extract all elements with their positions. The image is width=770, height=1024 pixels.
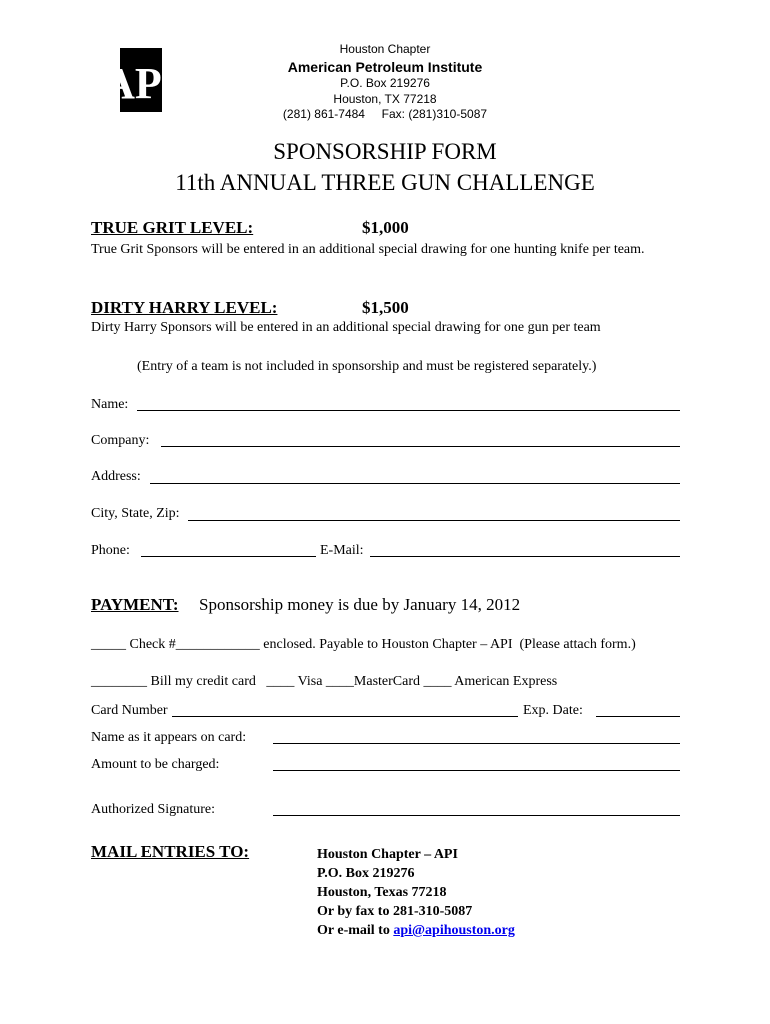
exp-date-field[interactable] bbox=[596, 716, 680, 717]
name-on-card-field[interactable] bbox=[273, 743, 680, 744]
form-title: SPONSORSHIP FORM bbox=[273, 139, 497, 164]
mail-line-1: Houston Chapter – API bbox=[317, 847, 458, 862]
company-field[interactable] bbox=[161, 446, 680, 447]
payment-due: Sponsorship money is due by January 14, 2012 bbox=[199, 595, 521, 614]
name-field[interactable] bbox=[137, 410, 680, 411]
card-number-field[interactable] bbox=[172, 716, 518, 717]
mail-email-link[interactable]: api@apihouston.org bbox=[393, 923, 515, 938]
mail-address bbox=[317, 845, 515, 940]
api-logo-letters: API bbox=[103, 59, 179, 108]
card-number-label: Card Number bbox=[91, 703, 168, 718]
exp-date-label: Exp. Date: bbox=[523, 703, 583, 718]
level-dirty-harry-price: $1,500 bbox=[362, 298, 409, 317]
mail-line-4: Or by fax to 281-310-5087 bbox=[317, 904, 473, 919]
credit-card-line[interactable]: ________ Bill my credit card ____ Visa ____MasterCard ____ American Express bbox=[91, 674, 558, 689]
signature-label: Authorized Signature: bbox=[91, 802, 216, 817]
header-phone: (281) 861-7484 Fax: (281)310-5087 bbox=[282, 107, 488, 121]
form-subtitle: 11th ANNUAL THREE GUN CHALLENGE bbox=[175, 170, 595, 195]
address-label: Address: bbox=[91, 469, 141, 484]
mail-email-prefix: Or e-mail to bbox=[317, 923, 394, 938]
amount-label: Amount to be charged: bbox=[91, 757, 220, 772]
mail-line-3: Houston, Texas 77218 bbox=[317, 885, 447, 900]
mail-heading: MAIL ENTRIES TO: bbox=[91, 842, 250, 861]
phone-label: Phone: bbox=[91, 543, 130, 558]
name-label: Name: bbox=[91, 397, 129, 412]
signature-field[interactable] bbox=[273, 815, 680, 816]
company-label: Company: bbox=[91, 433, 150, 448]
email-field[interactable] bbox=[370, 556, 680, 557]
mail-line-2: P.O. Box 219276 bbox=[317, 866, 415, 881]
amount-field[interactable] bbox=[273, 770, 680, 771]
city-state-zip-field[interactable] bbox=[188, 520, 680, 521]
level-dirty-harry-desc: Dirty Harry Sponsors will be entered in an additional special drawing for one gun per team bbox=[91, 320, 601, 335]
header-city: Houston, TX 77218 bbox=[333, 92, 437, 106]
level-dirty-harry-name: DIRTY HARRY LEVEL: bbox=[91, 298, 278, 317]
header-chapter: Houston Chapter bbox=[339, 42, 431, 56]
level-true-grit-name: TRUE GRIT LEVEL: bbox=[91, 218, 254, 237]
level-true-grit-desc: True Grit Sponsors will be entered in an additional special drawing for one hunting knife per team. bbox=[91, 242, 645, 257]
check-line[interactable]: _____ Check #____________ enclosed. Payable to Houston Chapter – API (Please attach form.) bbox=[91, 637, 636, 652]
city-state-zip-label: City, State, Zip: bbox=[91, 506, 180, 521]
level-true-grit-price: $1,000 bbox=[362, 218, 409, 237]
email-label: E-Mail: bbox=[320, 543, 364, 558]
name-on-card-label: Name as it appears on card: bbox=[91, 730, 247, 745]
payment-heading: PAYMENT: bbox=[91, 595, 179, 614]
header-org: American Petroleum Institute bbox=[287, 59, 483, 75]
phone-field[interactable] bbox=[141, 556, 316, 557]
mail-line-5 bbox=[317, 921, 515, 940]
registration-note: (Entry of a team is not included in sponsorship and must be registered separately.) bbox=[137, 359, 597, 374]
address-field[interactable] bbox=[150, 483, 680, 484]
header-box: P.O. Box 219276 bbox=[340, 76, 430, 90]
